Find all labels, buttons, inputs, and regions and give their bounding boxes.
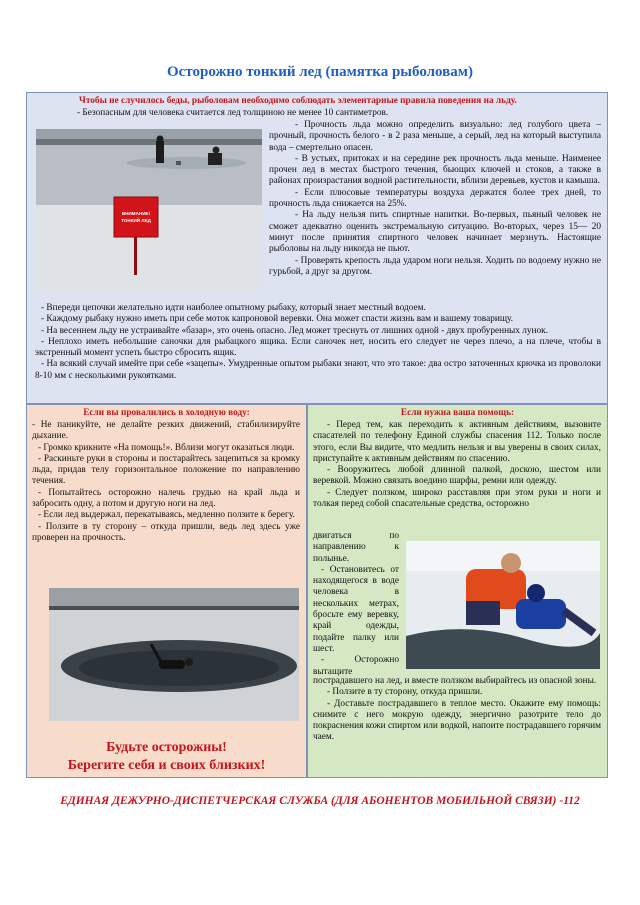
ice-fishermen-photo — [36, 129, 262, 291]
rule-text: - Неплохо иметь небольшие саночки для рыбацкого ящика. Если саночек нет, носить его следует не через плечо, а на плече, чтобы в экстренный момент успеть быстро сбросить ящик. — [35, 336, 601, 359]
closing-message — [27, 739, 306, 775]
rule-text: - На весеннем льду не устраивайте «базар», это очень опасно. Лед может треснуть от лишних одной - двух пробуренных лунок. — [41, 325, 549, 336]
rule-text: - Доставьте пострадавшего в теплое место. Окажите ему помощь: снимите с него мокрую одежду, энергично разотрите тело до покраснения кожи спиртом или водкой, напоите пострадавшего горячим чаем. — [313, 698, 601, 743]
need-help-text-top — [313, 420, 601, 510]
rule-text: - Попытайтесь осторожно налечь грудью на край льда и забросить одну, а потом и другую ноги на лед. — [32, 487, 300, 510]
closing-line2: Берегите себя и своих близких! — [67, 758, 266, 773]
rule-text: - Следует ползком, широко расставляя при этом руки и ноги и толкая перед собой спасательные средства, осторожно — [313, 487, 601, 510]
rule-text: - Прочность льда можно определить визуально: лед голубого цвета – прочный, прочность белого - в 2 раза меньше, а серый, лед на который выступила вода – смертельно опасен. — [269, 120, 601, 153]
need-help-heading: Если нужна ваша помощь: — [400, 408, 515, 418]
rule-text: - Проверять крепость льда ударом ноги нельзя. Ходить по водоему нужно не гурьбой, а друг за другом. — [269, 255, 601, 277]
footer-service-name: ЕДИНАЯ ДЕЖУРНО-ДИСПЕТЧЕРСКАЯ СЛУЖБА (ДЛЯ АБОНЕНТОВ МОБИЛЬНОЙ СВЯЗИ) -112 — [60, 795, 580, 807]
rescue-photo — [406, 541, 600, 669]
rules-column — [269, 120, 601, 278]
rule-text: - На всякий случай имейте при себе «зацепы». Умудренные опытом рыбаки знают, что это такое: два остро заточенных крючка из проволоки 8-10 мм с несколькими рукоятками. — [35, 359, 601, 381]
rule-text: - Ползите в ту сторону – откуда пришли, ведь лед здесь уже проверен на прочность. — [32, 521, 300, 543]
rule-text: - Безопасным для человека считается лед толщиною не менее 10 сантиметров. — [77, 108, 389, 118]
rule-text: - Осторожно вытащите — [313, 655, 399, 677]
rule-text: - Вооружитесь любой длинной палкой, доскою, шестом или веревкой. Можно связать воедино шарфы, ремни или одежду. — [313, 465, 601, 487]
general-rules-panel — [26, 92, 608, 404]
closing-line1: Будьте осторожны! — [106, 740, 227, 755]
rule-text: пострадавшего на лед, и вместе ползком выбирайтесь из опасной зоны. — [313, 676, 597, 686]
fell-through-text — [32, 420, 300, 544]
rule-text: - Не паникуйте, не делайте резких движений, стабилизируйте дыхание. — [32, 420, 300, 442]
fell-through-heading: Если вы провалились в холодную воду: — [83, 408, 250, 418]
rule-text: - Остановитесь от находящегося в воде человека в нескольких метрах, бросьте ему веревку, край одежды, подайте палку или шест. — [313, 564, 399, 654]
rule-text: - Раскиньте руки в стороны и постарайтесь зацепиться за кромку льда, придав телу горизонтальное положение по направлению течения. — [32, 453, 300, 487]
page-title: Осторожно тонкий лед (памятка рыболовам) — [167, 64, 473, 80]
need-help-panel — [307, 404, 608, 778]
warning-sign-line2: ТОНКИЙ ЛЕД — [121, 218, 151, 223]
need-help-text-narrow — [313, 531, 399, 678]
ice-hole-photo — [49, 588, 299, 721]
rule-text: - Каждому рыбаку нужно иметь при себе моток капроновой веревки. Она может спасти жизнь вам и вашему товарищу. — [41, 314, 514, 325]
fell-through-panel — [26, 404, 307, 778]
need-help-text-bottom — [313, 676, 601, 744]
rule-text: - Если плюсовые температуры воздуха держатся более трех дней, то прочность льда снижается на 25%. — [269, 187, 601, 210]
rules-full-width — [35, 303, 601, 382]
rule-text: - На льду нельзя пить спиртные напитки. Во-первых, пьяный человек не сможет адекватно оценить экстремальную ситуацию. Во-вторых, через 15— 20 минут после принятия спиртного человек начинает мерзнуть. Настоящие рыболовы на льду никогда не пьют. — [269, 210, 601, 255]
rule-text: - Громко крикните «На помощь!». Вблизи могут оказаться люди. — [38, 442, 295, 453]
rule-text: - Ползите в ту сторону, откуда пришли. — [327, 687, 483, 698]
rule-text: - Если лед выдержал, перекатываясь, медленно ползите к берегу. — [38, 510, 295, 521]
rule-text: - Перед тем, как переходить к активным действиям, вызовите спасателей по телефону Единой службы спасения 112. Только после этого, если Вы видите, что медлить нельзя и вы уверены в своих силах, приступайте к активным действиям по спасению. — [313, 420, 601, 464]
rule-text: - Впереди цепочки желательно идти наиболее опытному рыбаку, который знает местный водоем. — [41, 303, 426, 313]
general-rules-heading: Чтобы не случилось беды, рыболовам необходимо соблюдать элементарные правила поведения на льду. — [79, 96, 517, 106]
warning-sign-line1: ВНИМАНИЕ! — [121, 211, 151, 216]
rule-text: двигаться по направлению к полынье. — [313, 531, 399, 564]
rule-text: - В устьях, притоках и на середине рек прочность льда меньше. Наименее прочен лед в местах быстрого течения, бьющих ключей и стоков, а также в районах произрастания водной растительности, вблизи деревьев, кустов и камыша. — [269, 153, 601, 187]
